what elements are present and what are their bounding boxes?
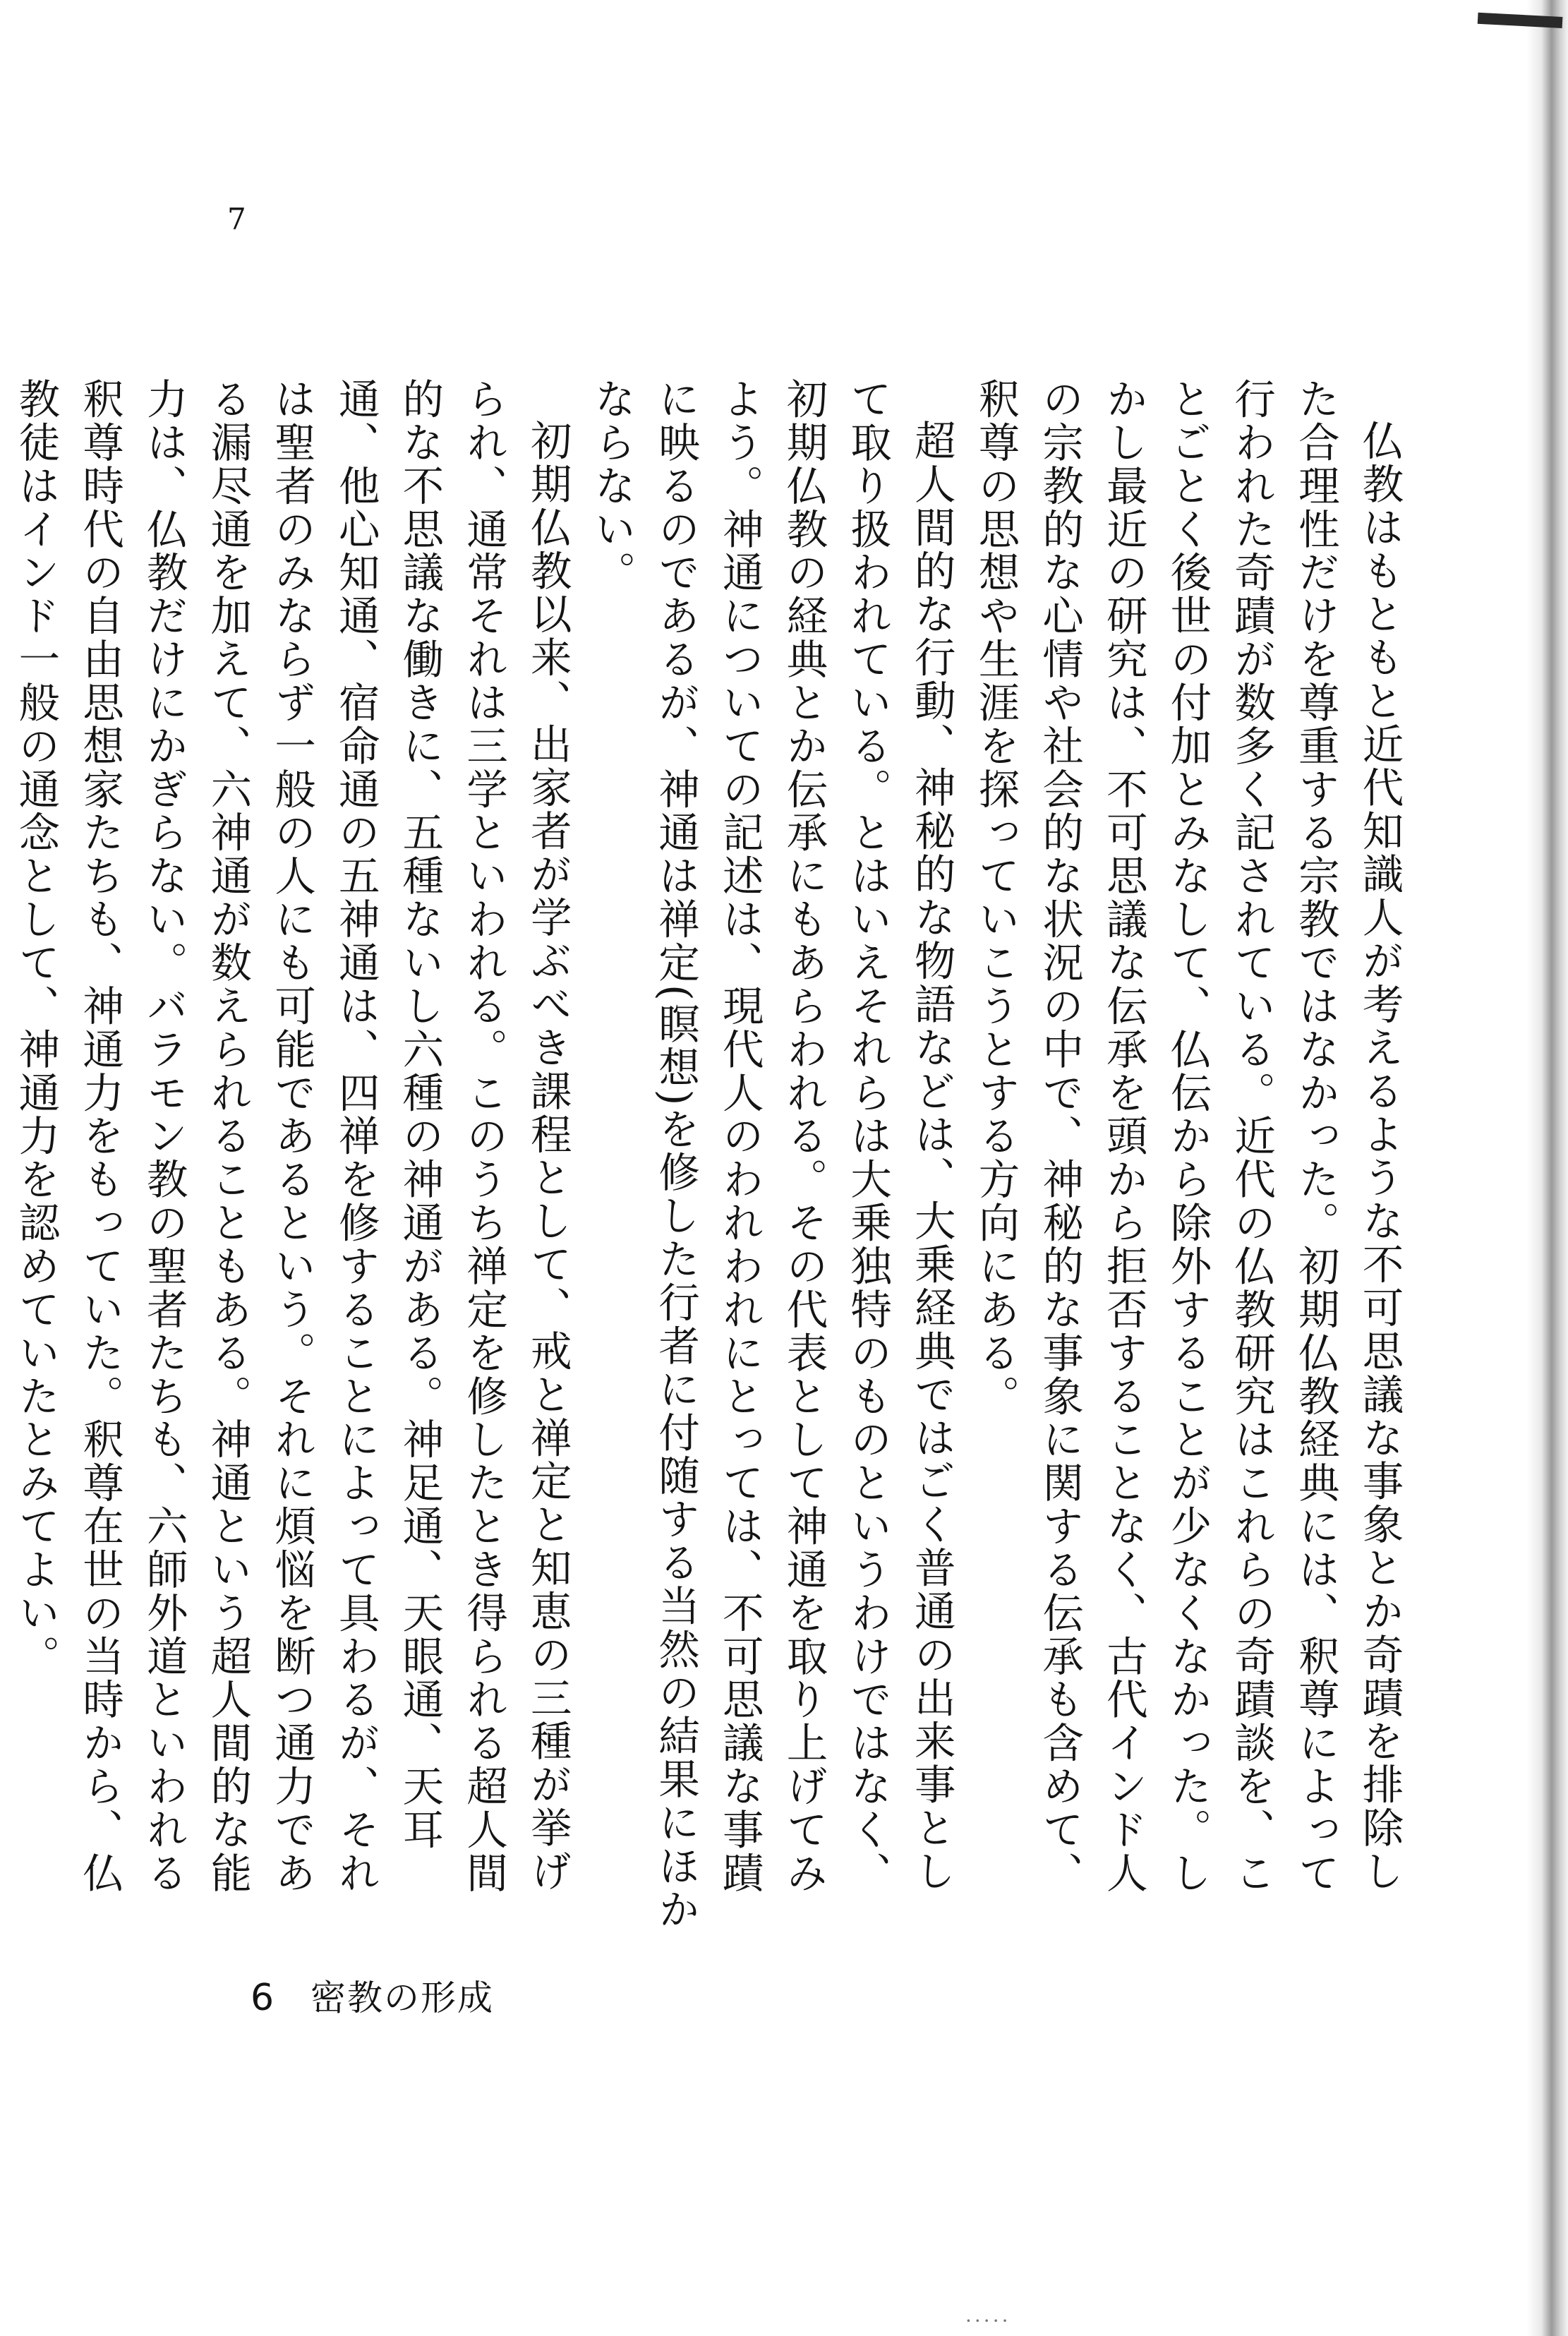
paragraph-4 <box>0 378 4 1934</box>
body-text <box>11 378 1411 1934</box>
scan-edge-shadow <box>1527 0 1568 2336</box>
footer-chapter-title: 密教の形成 <box>310 1977 494 2018</box>
paragraph-3: 初期仏教以来、出家者が学ぶべき課程として、戒と禅定と知恵の三種が挙げられ、通常それは三学といわれる。このうち禅定を修したとき得られる超人間的な不思議な働きに、五種ないし六種の神通がある。神足通、天眼通、天耳通、他心知通、宿命通の五神通は、四禅を修することによって具わるが、それは聖者のみならず一般の人にも可能であるという。それに煩悩を断つ通力である漏尽通を加えて、六神通が数えられることもある。神通という超人間的な能力は、仏教だけにかぎらない。バラモン教の聖者たちも、六師外道といわれる釈尊時代の自由思想家たちも、神通力をもっていた。釈尊在世の当時から、仏教徒はインド一般の通念として、神通力を認めていたとみてよい。 <box>11 378 572 1895</box>
paragraph-1: 仏教はもともと近代知識人が考えるような不可思議な事象とか奇蹟を排除した合理性だけを尊重する宗教ではなかった。初期仏教経典には、釈尊によって行われた奇蹟が数多く記されている。近代の仏教研究はこれらの奇蹟談を、ことごとく後世の付加とみなして、仏伝から除外することが少なくなかった。しかし最近の研究は、不可思議な伝承を頭から拒否することなく、古代インド人の宗教的な心情や社会的な状況の中で、神秘的な事象に関する伝承も含めて、釈尊の思想や生涯を探っていこうとする方向にある。 <box>971 378 1404 1895</box>
page-number-top: 7 <box>227 202 246 236</box>
running-footer <box>251 1977 494 2019</box>
footer-page-number: 6 <box>251 1977 275 2019</box>
scan-bottom-marks: ····· <box>965 2309 1011 2332</box>
paragraph-2: 超人間的な行動、神秘的な物語などは、大乗経典ではごく普通の出来事として取り扱われている。とはいえそれらは大乗独特のものというわけではなく、初期仏教の経典とか伝承にもあらわれる。その代表として神通を取り上げてみよう。神通についての記述は、現代人のわれわれにとっては、不可思議な事蹟に映るのであるが、神通は禅定(瞑想)を修した行者に付随する当然の結果にほかならない。 <box>587 378 956 1932</box>
